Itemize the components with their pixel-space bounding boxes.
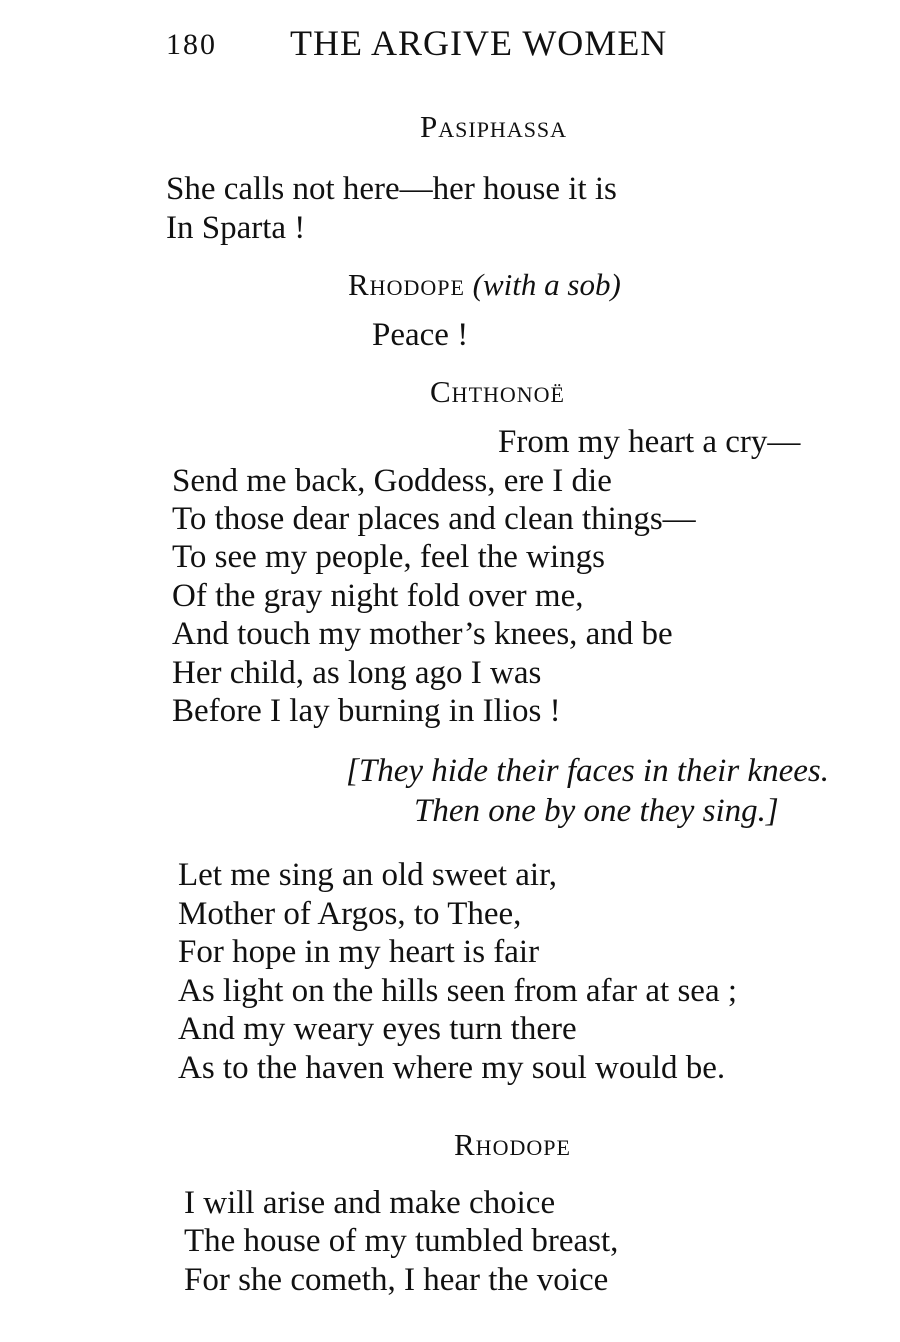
verse-line: From my heart a cry— <box>498 424 801 460</box>
running-title: THE ARGIVE WOMEN <box>290 23 668 63</box>
verse-line: The house of my tumbled breast, <box>184 1223 619 1259</box>
verse-line: Her child, as long ago I was <box>172 655 542 691</box>
speaker-rhodope-line <box>348 266 621 304</box>
verse-line: I will arise and make choice <box>184 1185 556 1221</box>
verse-line: To see my people, feel the wings <box>172 539 605 575</box>
verse-line: Of the gray night fold over me, <box>172 578 584 614</box>
verse-line: Before I lay burning in Ilios ! <box>172 693 561 729</box>
verse-line: And touch my mother’s knees, and be <box>172 616 673 652</box>
stage-direction-inline: (with a sob) <box>472 267 621 302</box>
song-line: And my weary eyes turn there <box>178 1011 577 1047</box>
verse-line: To those dear places and clean things— <box>172 501 696 537</box>
verse-line: For she cometh, I hear the voice <box>184 1262 609 1298</box>
speaker-rhodope: Rhodope <box>348 267 465 302</box>
song-line: As to the haven where my soul would be. <box>178 1050 726 1086</box>
stage-direction: Then one by one they sing.] <box>414 793 779 829</box>
page-number: 180 <box>166 28 217 61</box>
speaker-chthonoe: Chthonoë <box>430 374 565 409</box>
song-line: As light on the hills seen from afar at sea ; <box>178 973 738 1009</box>
verse-line: In Sparta ! <box>166 210 306 246</box>
verse-line: She calls not here—her house it is <box>166 171 617 207</box>
speaker-rhodope-2: Rhodope <box>454 1127 571 1162</box>
verse-line: Peace ! <box>372 317 469 353</box>
song-line: For hope in my heart is fair <box>178 934 540 970</box>
song-line: Let me sing an old sweet air, <box>178 857 557 893</box>
stage-direction: [They hide their faces in their knees. <box>346 753 829 789</box>
speaker-pasiphassa: Pasiphassa <box>420 109 568 144</box>
verse-line: Send me back, Goddess, ere I die <box>172 463 612 499</box>
song-line: Mother of Argos, to Thee, <box>178 896 522 932</box>
